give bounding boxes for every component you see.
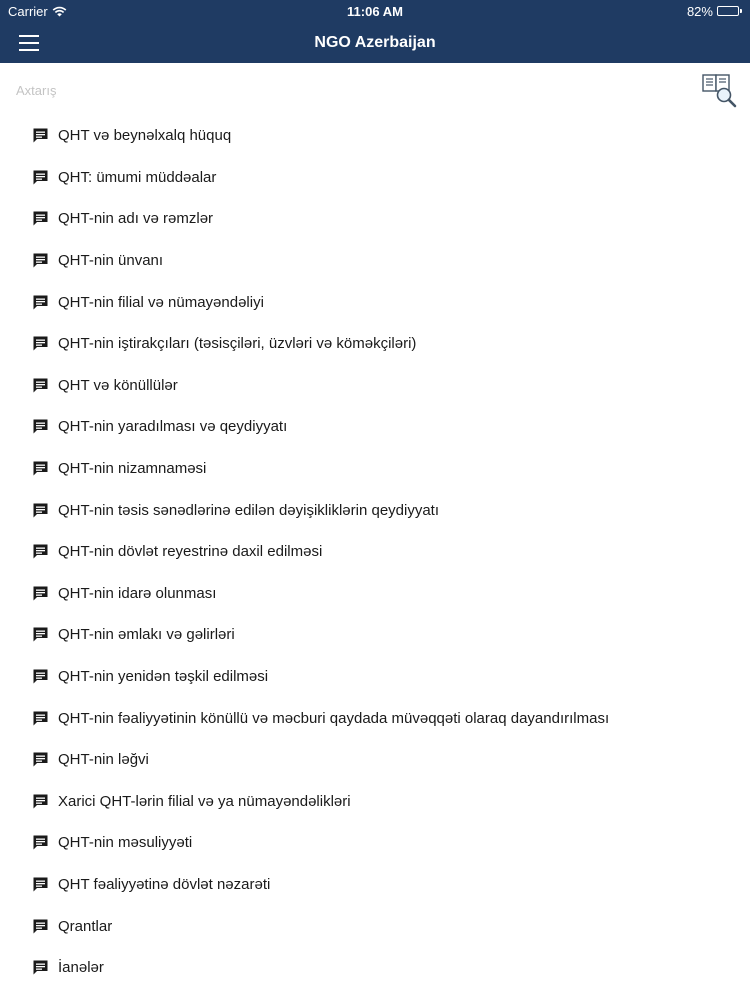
chat-bubble-icon	[32, 377, 49, 394]
list-item[interactable]	[0, 905, 750, 947]
chat-bubble-icon	[32, 460, 49, 477]
battery-icon	[717, 6, 742, 16]
hamburger-icon-line-middle	[19, 42, 39, 44]
search-book-button[interactable]	[700, 71, 740, 109]
list-item-label: QHT-nin məsuliyyəti	[58, 834, 193, 852]
chat-bubble-icon	[32, 710, 49, 727]
list-item[interactable]	[0, 573, 750, 615]
chat-bubble-icon	[32, 793, 49, 810]
chat-bubble-icon	[32, 127, 49, 144]
chat-bubble-icon	[32, 918, 49, 935]
search-row	[0, 63, 750, 115]
list-item-label: QHT: ümumi müddəalar	[58, 168, 217, 186]
list-item[interactable]	[0, 822, 750, 864]
list-item[interactable]	[0, 198, 750, 240]
list-item-label: QHT-nin yenidən təşkil edilməsi	[58, 668, 269, 686]
chat-bubble-icon	[32, 294, 49, 311]
chat-bubble-icon	[32, 418, 49, 435]
list-item[interactable]	[0, 781, 750, 823]
menu-button[interactable]	[14, 30, 44, 56]
chat-bubble-icon	[32, 543, 49, 560]
list-item-label: QHT-nin ünvanı	[58, 252, 164, 270]
list-item[interactable]	[0, 240, 750, 282]
list-item-label: QHT və könüllülər	[58, 376, 178, 394]
chat-bubble-icon	[32, 252, 49, 269]
list-item-label: İanələr	[58, 959, 104, 977]
list-item-label: QHT fəaliyyətinə dövlət nəzarəti	[58, 875, 271, 893]
list-item-label: Qrantlar	[58, 917, 113, 935]
list-item[interactable]	[0, 947, 750, 989]
battery-tip	[740, 9, 742, 13]
list-item[interactable]	[0, 157, 750, 199]
list-item[interactable]	[0, 739, 750, 781]
hamburger-icon-line-bottom	[19, 49, 39, 51]
chat-bubble-icon	[32, 335, 49, 352]
carrier-label: Carrier	[8, 3, 48, 19]
chat-bubble-icon	[32, 668, 49, 685]
chat-bubble-icon	[32, 751, 49, 768]
list-item-label: QHT-nin adı və rəmzlər	[58, 210, 214, 228]
hamburger-icon-line-top	[19, 35, 39, 37]
list-item-label: QHT-nin əmlakı və gəlirləri	[58, 626, 235, 644]
list-item-label: QHT-nin idarə olunması	[58, 584, 217, 602]
list-item[interactable]	[0, 489, 750, 531]
top-bar	[0, 0, 750, 63]
list-item-label: QHT-nin təsis sənədlərinə edilən dəyişikliklərin qeydiyyatı	[58, 501, 440, 519]
list-item[interactable]	[0, 115, 750, 157]
status-right	[582, 4, 742, 19]
list-item[interactable]	[0, 531, 750, 573]
list-item[interactable]	[0, 697, 750, 739]
topic-list	[0, 115, 750, 988]
wifi-icon	[52, 6, 67, 17]
list-item-label: QHT-nin fəaliyyətinin könüllü və məcburi qaydada müvəqqəti olaraq dayandırılması	[58, 709, 610, 727]
chat-bubble-icon	[32, 585, 49, 602]
chat-bubble-icon	[32, 169, 49, 186]
chat-bubble-icon	[32, 876, 49, 893]
list-item[interactable]	[0, 323, 750, 365]
book-search-icon	[700, 71, 740, 109]
list-item[interactable]	[0, 656, 750, 698]
list-item-label: QHT-nin ləğvi	[58, 751, 149, 769]
list-item-label: QHT-nin nizamnaməsi	[58, 460, 207, 478]
search-input[interactable]	[16, 79, 616, 101]
battery-percent: 82%	[686, 3, 713, 19]
list-item-label: Xarici QHT-lərin filial və ya nümayəndəlikləri	[58, 792, 351, 810]
list-item-label: QHT-nin yaradılması və qeydiyyatı	[58, 418, 288, 436]
chat-bubble-icon	[32, 834, 49, 851]
chat-bubble-icon	[32, 959, 49, 976]
chat-bubble-icon	[32, 626, 49, 643]
chat-bubble-icon	[32, 502, 49, 519]
list-item-label: QHT və beynəlxalq hüquq	[58, 127, 232, 145]
status-left	[8, 4, 168, 19]
list-item-label: QHT-nin filial və nümayəndəliyi	[58, 293, 264, 311]
list-item[interactable]	[0, 448, 750, 490]
list-item-label: QHT-nin iştirakçıları (təsisçiləri, üzvləri və köməkçiləri)	[58, 335, 417, 353]
list-item-label: QHT-nin dövlət reyestrinə daxil edilməsi	[58, 543, 323, 561]
list-item[interactable]	[0, 365, 750, 407]
list-item[interactable]	[0, 864, 750, 906]
chat-bubble-icon	[32, 210, 49, 227]
status-time: 11:06 AM	[347, 3, 403, 19]
status-bar	[0, 0, 750, 22]
list-item[interactable]	[0, 281, 750, 323]
list-item[interactable]	[0, 614, 750, 656]
navigation-bar	[0, 22, 750, 63]
battery-body	[717, 6, 739, 16]
list-item[interactable]	[0, 406, 750, 448]
page-title: NGO Azerbaijan	[314, 33, 436, 51]
